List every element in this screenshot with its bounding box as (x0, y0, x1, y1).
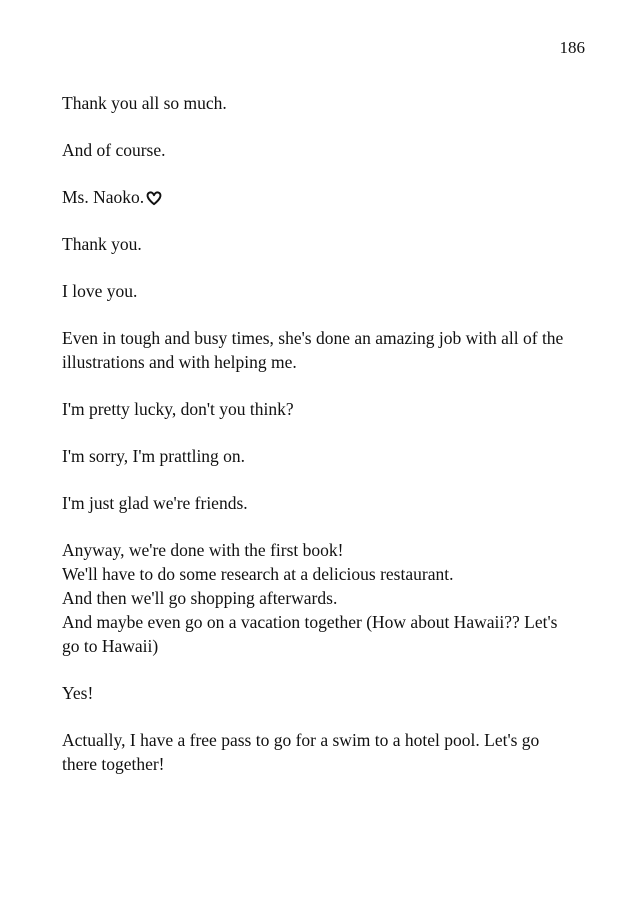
paragraph-line: Anyway, we're done with the first book! (62, 540, 344, 560)
paragraph-line: I'm just glad we're friends. (62, 493, 248, 513)
paragraph-line: And then we'll go shopping afterwards. (62, 588, 338, 608)
paragraph (62, 538, 572, 658)
paragraph (62, 491, 572, 515)
paragraph-line: Yes! (62, 683, 94, 703)
paragraph-line: And maybe even go on a vacation together (How about Hawaii?? Let's go to Hawaii) (62, 612, 558, 656)
paragraph (62, 444, 572, 468)
paragraph (62, 681, 572, 705)
body-text (62, 91, 572, 799)
paragraph-line: I'm sorry, I'm prattling on. (62, 446, 246, 466)
paragraph-line: Even in tough and busy times, she's done an amazing job with all of the illustrations and with helping me. (62, 328, 564, 372)
paragraph (62, 326, 572, 374)
paragraph-line: We'll have to do some research at a delicious restaurant. (62, 564, 454, 584)
paragraph (62, 397, 572, 421)
paragraph-line: Actually, I have a free pass to go for a swim to a hotel pool. Let's go there together! (62, 730, 540, 774)
paragraph-line: Thank you. (62, 234, 142, 254)
paragraph (62, 279, 572, 303)
paragraph (62, 138, 572, 162)
paragraph-line: Ms. Naoko. (62, 187, 145, 207)
paragraph (62, 91, 572, 115)
paragraph-line: And of course. (62, 140, 166, 160)
page-number: 186 (559, 38, 585, 57)
paragraph (62, 232, 572, 256)
paragraph-line: Thank you all so much. (62, 93, 227, 113)
paragraph (62, 728, 572, 776)
paragraph (62, 185, 572, 209)
heart-icon (146, 190, 162, 206)
paragraph-line: I love you. (62, 281, 138, 301)
paragraph-line: I'm pretty lucky, don't you think? (62, 399, 294, 419)
